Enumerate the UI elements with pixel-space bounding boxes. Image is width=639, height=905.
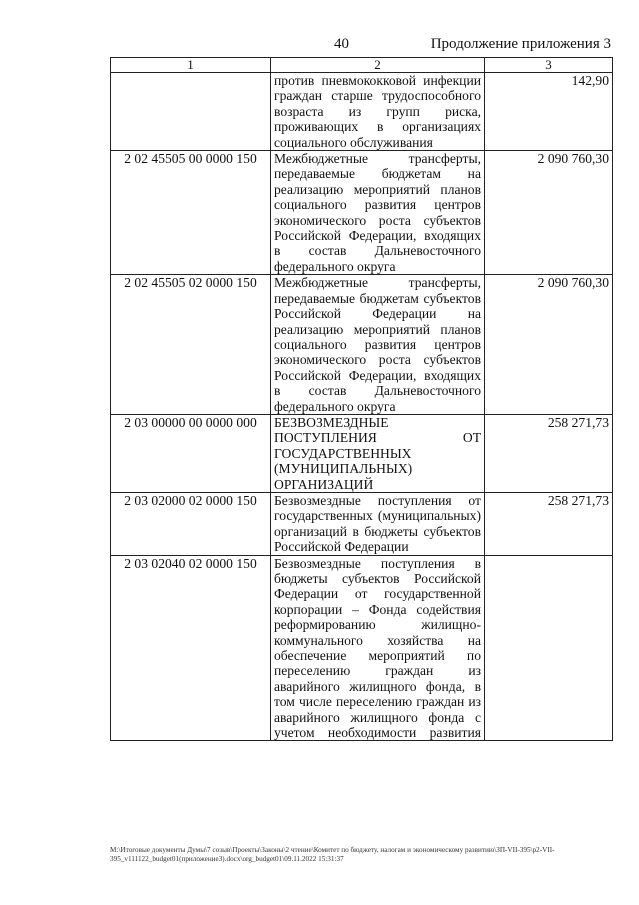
row-code: 2 02 45505 02 0000 150 — [111, 275, 271, 415]
table-row — [111, 275, 613, 415]
row-amount: 258 271,73 — [485, 492, 613, 555]
row-code: 2 03 00000 00 0000 000 — [111, 414, 271, 492]
row-amount: 2 090 760,30 — [485, 275, 613, 415]
row-amount: 2 090 760,30 — [485, 151, 613, 275]
column-header-3: 3 — [485, 58, 613, 73]
column-header-1: 1 — [111, 58, 271, 73]
table-row — [111, 492, 613, 555]
row-code — [111, 73, 271, 151]
continuation-label: Продолжение приложения 3 — [430, 36, 611, 52]
table-header-row — [111, 58, 613, 73]
row-code: 2 03 02040 02 0000 150 — [111, 555, 271, 741]
row-description: Безвозмездные поступления от государственных (муниципальных) организаций в бюджеты субъектов Российской Федерации — [271, 492, 485, 555]
table-row — [111, 414, 613, 492]
row-amount — [485, 555, 613, 741]
row-description: против пневмококковой инфекции граждан старше трудоспособного возраста из групп риска, проживающих в организациях социального обслуживания — [271, 73, 485, 151]
table-row — [111, 73, 613, 151]
page-number: 40 — [334, 36, 349, 52]
row-code: 2 03 02000 02 0000 150 — [111, 492, 271, 555]
row-description: БЕЗВОЗМЕЗДНЫЕ ПОСТУПЛЕНИЯ ОТ ГОСУДАРСТВЕННЫХ (МУНИЦИПАЛЬНЫХ) ОРГАНИЗАЦИЙ — [271, 414, 485, 492]
budget-table — [110, 57, 613, 741]
row-amount: 142,90 — [485, 73, 613, 151]
row-code: 2 02 45505 00 0000 150 — [111, 151, 271, 275]
row-description: Межбюджетные трансферты, передаваемые бюджетам на реализацию мероприятий планов социального развития центров экономического роста субъектов Российской Федерации, входящих в состав Дальневосточного федерального округа — [271, 151, 485, 275]
row-description: Безвозмездные поступления в бюджеты субъектов Российской Федерации от государственной корпорации – Фонда содействия реформированию жилищно-коммунального хозяйства на обеспечение мероприятий по переселению граждан из аварийного жилищного фонда, в том числе переселению граждан из аварийного жилищного фонда с учетом необходимости развития — [271, 555, 485, 741]
row-description: Межбюджетные трансферты, передаваемые бюджетам субъектов Российской Федерации на реализацию мероприятий планов социального развития центров экономического роста субъектов Российской Федерации, входящих в состав Дальневосточного федерального округа — [271, 275, 485, 415]
column-header-2: 2 — [271, 58, 485, 73]
table-row — [111, 151, 613, 275]
row-amount: 258 271,73 — [485, 414, 613, 492]
document-path-footer: M:\Итоговые документы Думы\7 созыв\Проекты\Законы\2 чтение\Комитет по бюджету, налогам и экономическому развитию\ЗП-VII-395\р2-VII-395_v111122_budget01(приложение3).docx\org_budget01\09.11.2022 15:31:37 — [110, 846, 555, 863]
table-row — [111, 555, 613, 741]
